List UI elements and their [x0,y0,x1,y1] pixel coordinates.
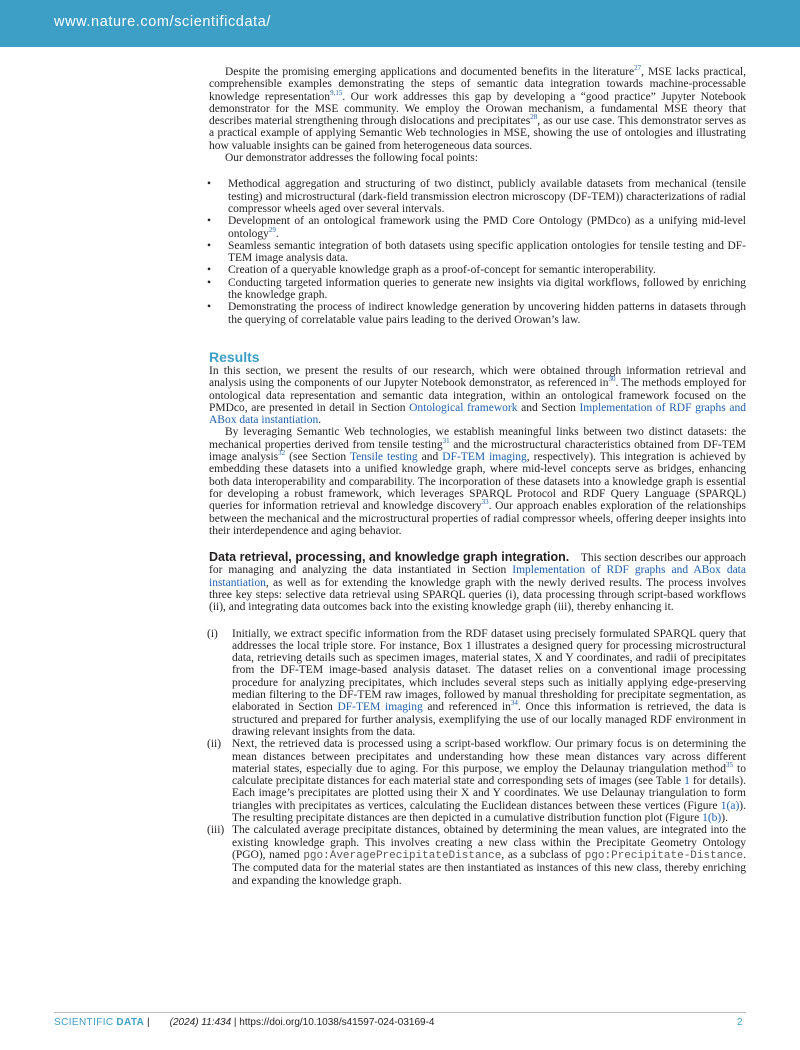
step-number: (iii) [207,824,225,837]
list-item: • Methodical aggregation and structuring of two distinct, publicly available datasets from mechanical (tensile testing) and microstructural (dark-field transmission electron microscopy (DF-TEM)) characterizations of radial compressor wheels aged over several intervals. [207,178,746,215]
section-link-df-tem-imaging[interactable]: DF-TEM imaging [337,701,423,714]
steps-list [209,628,746,887]
intro-paragraph: Despite the promising emerging applications and documented benefits in the literature$^{27}$, MSE lacks practical, comprehensible examples demonstrating the steps of semantic data integration towards machine-processable knowledge representation$^{9,15}$. Our work addresses this gap by developing a “good practice” Jupyter Notebook demonstrator for the MSE community. We employ the Orowan mechanism, a fundamental MSE theory that describes material strengthening through dislocations and precipitates$^{28}$, as our use case. This demonstrator serves as a practical example of applying Semantic Web technologies in MSE, showing the use of ontologies and illustrating how valuable insights can be gained from heterogeneous data sources. [209,64,746,152]
section-link-ontological-framework[interactable]: Ontological framework [409,401,518,414]
citation-ref[interactable]: 32 [278,449,286,458]
results-paragraph-2: By leveraging Semantic Web technologies, we establish meaningful links between two distinct datasets: the mechanical properties derived from tensile testing$^{31}$ and the microstructural characteristics obtained from DF-TEM image analysis$^{32}$ (see Section Tensile testing and DF-TEM imaging, respectively). This integration is achieved by embedding these datasets into a unified knowledge graph, where mid-level concepts serve as bridges, enhancing both data interoperability and comparability. The incorporation of these datasets into a knowledge graph is essential for developing a robust framework, which leverages SPARQL Protocol and RDF Query Language (SPARQL) queries for information retrieval and knowledge discovery$^{33}$. Our approach enables exploration of the relationships between the mechanical and the microstructural properties of radial compressor wheels, offering deeper insights into their interdependence and aging behavior. [209,426,747,537]
figure-link[interactable]: 1(b) [702,812,722,825]
subsection-heading: Data retrieval, processing, and knowledge graph integration. [209,550,570,565]
citation-year-volume: (2024) 11:434 [169,1017,232,1028]
list-item: (iii) The calculated average precipitate distances, obtained by determining the mean values, are integrated into the existing knowledge graph. This involves creating a new class within the Precipitate Geometry Ontology (PGO), named pgo:AveragePrecipitateDistance, as a subclass of pgo:Precipitate-Distance. The computed data for the material states are then instantiated as instances of this new class, thereby enriching and expanding the knowledge graph. [207,824,746,887]
citation-ref[interactable]: 33 [481,498,489,507]
bullet-icon: • [207,301,212,314]
site-url-link[interactable]: www.nature.com/scientificdata/ [54,14,272,30]
step-number: (ii) [207,738,222,751]
list-item: • Demonstrating the process of indirect knowledge generation by uncovering hidden patterns in datasets through the querying of correlatable value pairs leading to the derived Orowan’s law. [207,301,746,326]
list-item: • Conducting targeted information queries to generate new insights via digital workflows, followed by enriching the knowledge graph. [207,276,746,302]
page-number: 2 [737,1017,743,1028]
footer-divider [54,1012,746,1013]
list-item: (i) Initially, we extract specific information from the RDF dataset using precisely formulated SPARQL query that addresses the local triple store. For instance, Box 1 illustrates a designed query for processing microstructural data, retrieving details such as specimen images, material states, X and Y coordinates, and radii of precipitates from the DF-TEM image-based analysis dataset. The dataset relies on a conventional image processing procedure for analyzing precipitates, which includes several steps such as initially applying edge-preserving median filtering to the DF-TEM raw images, followed by manual thresholding for precipitate segmentation, as elaborated in Section DF-TEM imaging and referenced $in^{34}$. Once this information is retrieved, the data is structured and prepared for further analysis, exemplifying the use of our locally managed RDF environment in drawing relevant insights from the data. [207,627,746,738]
journal-name: SCIENTIFIC [54,1017,114,1028]
citation-ref[interactable]: 34 [510,699,518,708]
bullet-icon: • [207,215,212,228]
citation-ref[interactable]: 27 [634,64,642,73]
focal-points-list [209,178,746,326]
subsection-paragraph: Data retrieval, processing, and knowledge graph integration. This section describes our approach for managing and analyzing the data instantiated in Section Implementation of RDF graphs and ABox data instantiation, as well as for extending the knowledge graph with the newly derived results. The process involves three key steps: selective data retrieval using SPARQL queries (i), data processing through script-based workflows (ii), and integrating data outcomes back into the existing knowledge graph (iii), thereby enhancing it. [209,550,746,614]
section-link-tensile-testing[interactable]: Tensile testing [349,451,418,464]
section-link-df-tem-imaging[interactable]: DF-TEM imaging [442,451,527,464]
bullet-icon: • [207,239,212,252]
list-item: (ii) Next, the retrieved data is processed using a script-based workflow. Our primary focus is on determining the mean distances between precipitates and understanding how these mean distances vary across different material states, especially due to aging. For this purpose, we employ the Delaunay triangulation method$^{35}$ to calculate precipitate distances for each material state and corresponding sets of images (see Table 1 for details). Each image’s precipitates are plotted using their X and Y coordinates. We use Delaunay triangulation to form triangles with precipitates as vertices, calculating the Euclidean distances between these vertices (Figure 1(a)). The resulting precipitate distances are then depicted in a cumulative distribution function plot (Figure 1(b)). [207,738,746,825]
figure-link[interactable]: 1(a) [720,799,740,812]
table-link[interactable]: 1 [684,775,690,788]
citation-ref[interactable]: 29 [268,225,276,234]
section-link-rdf-implementation[interactable]: Implementation of RDF graphs and ABox data instantiation [209,564,746,589]
bullet-icon: • [207,276,212,289]
footer: SCIENTIFIC DATA | (2024) 11:434 | https://doi.org/10.1038/s41597-024-03169-4 [54,1017,435,1028]
article-body [209,66,746,887]
citation-ref[interactable]: 30 [608,375,616,384]
citation-ref[interactable]: 9,15 [330,88,343,97]
code-term: pgo:Precipitate-Distance [584,849,744,862]
citation-ref[interactable]: 35 [725,761,733,770]
citation-ref[interactable]: 28 [530,113,538,122]
bullet-icon: • [207,178,212,191]
results-heading: Results [209,348,260,365]
list-item: • Development of an ontological framework using the PMD Core Ontology (PMDco) as a unifying mid-level ontology$^{29}$. [207,215,746,240]
intro-paragraph-2: Our demonstrator addresses the following focal points: [225,152,478,165]
doi-link[interactable]: | https://doi.org/10.1038/s41597-024-03169-4 [231,1017,435,1028]
list-item: • Creation of a queryable knowledge graph as a proof-of-concept for semantic interoperability. [207,264,656,277]
bullet-icon: • [207,264,212,277]
section-link-rdf-implementation[interactable]: Implementation of RDF graphs and ABox data instantiation [209,401,746,427]
results-paragraph: In this section, we present the results of our research, which were obtained through information retrieval and analysis using the components of our Jupyter Notebook demonstrator, as referenced $in^{30}$. The methods employed for ontological data representation and semantic data integration, within an ontological framework focused on the PMDco, are presented in detail in Section Ontological framework and Section Implementation of RDF graphs and ABox data instantiation. [209,364,746,427]
step-number: (i) [207,627,218,640]
list-item: • Seamless semantic integration of both datasets using specific application ontologies for tensile testing and DF-TEM image analysis data. [207,239,746,265]
code-term: pgo:AveragePrecipitateDistance [303,849,502,862]
citation-ref[interactable]: 31 [442,436,450,445]
header-bar [0,0,800,47]
journal-name-bold: DATA [116,1017,145,1028]
